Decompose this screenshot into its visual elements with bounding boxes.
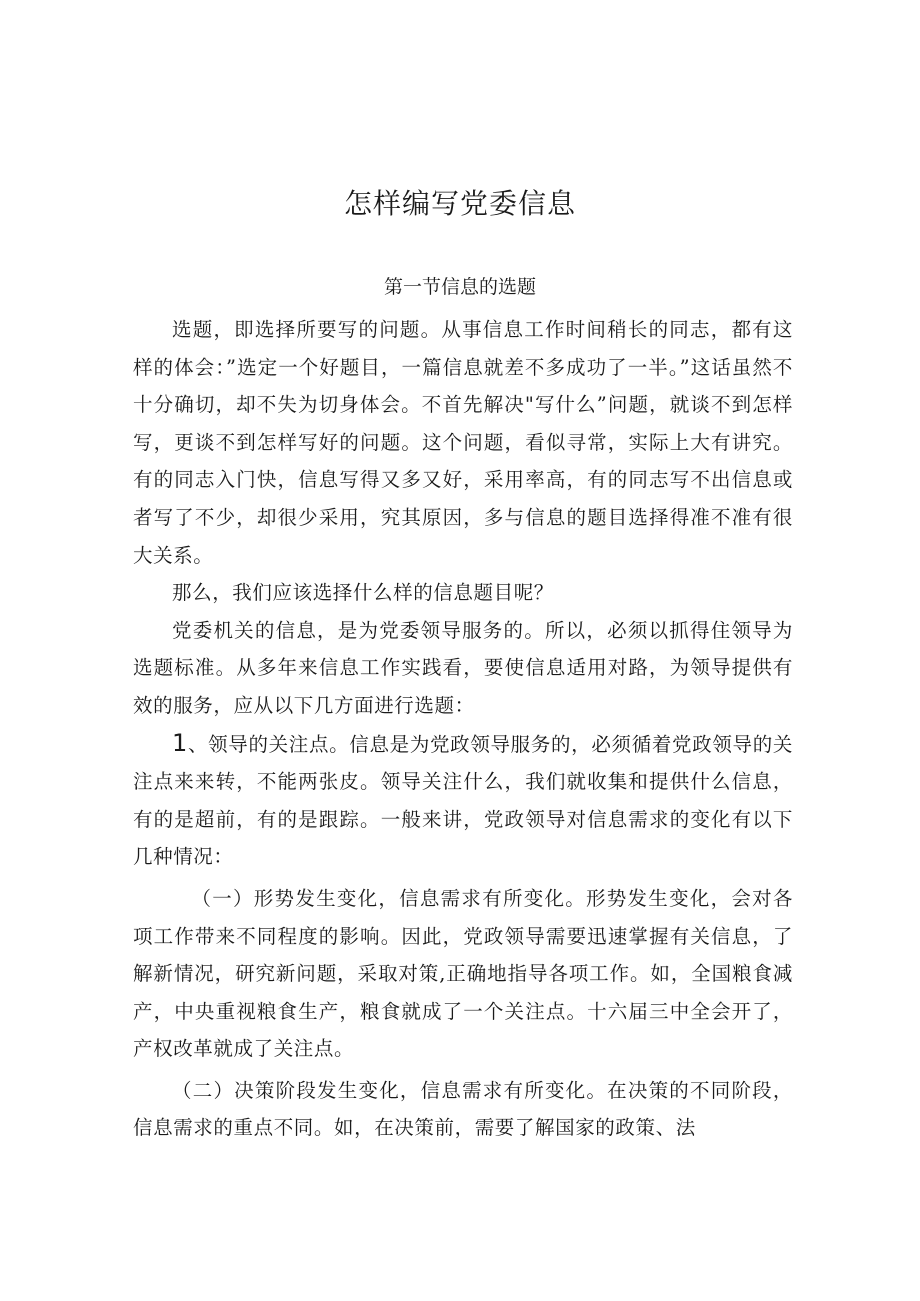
item-number: 1 [172,728,188,757]
document-body [133,311,793,1147]
paragraph: 选题，即选择所要写的问题。从事信息工作时间稍长的同志，都有这样的体会：”选定一个好题目，一篇信息就差不多成功了一半。”这话虽然不十分确切，却不失为切身体会。不首先解决"写什么”问题，就谈不到怎样写，更谈不到怎样写好的问题。这个问题，看似寻常，实际上大有讲究。有的同志入门快，信息写得又多又好，采用率高，有的同志写不出信息或者写了不少，却很少采用，究其原因，多与信息的题目选择得准不准有很大关系。 [133,318,793,567]
section-title: 第一节信息的选题 [383,276,536,298]
sub-item-paragraph: （二）决策阶段发生变化，信息需求有所变化。在决策的不同阶段，信息需求的重点不同。如，在决策前，需要了解国家的政策、法 [133,1078,793,1140]
paragraph: 那么，我们应该选择什么样的信息题目呢？ [172,581,554,605]
item-text: 、领导的关注点。信息是为党政领导服务的，必须循着党政领导的关注点来来转，不能两张皮。领导关注什么，我们就收集和提供什么信息，有的是超前，有的是跟踪。一般来讲，党政领导对信息需求的变化有以下几种情况： [133,732,793,869]
document-title: 怎样编写党委信息 [343,187,576,220]
sub-item-paragraph: （一）形势发生变化，信息需求有所变化。形势发生变化，会对各项工作带来不同程度的影响。因此，党政领导需要迅速掌握有关信息，了解新情况，研究新问题，采取对策,正确地指导各项工作。如，全国粮食减产，中央重视粮食生产，粮食就成了一个关注点。十六届三中全会开了，产权改革就成了关注点。 [133,886,793,1061]
numbered-paragraph [133,725,793,876]
paragraph: 党委机关的信息，是为党委领导服务的。所以，必须以抓得住领导为选题标准。从多年来信息工作实践看，要使信息适用对路，为领导提供有效的服务，应从以下几方面进行选题： [133,618,793,717]
